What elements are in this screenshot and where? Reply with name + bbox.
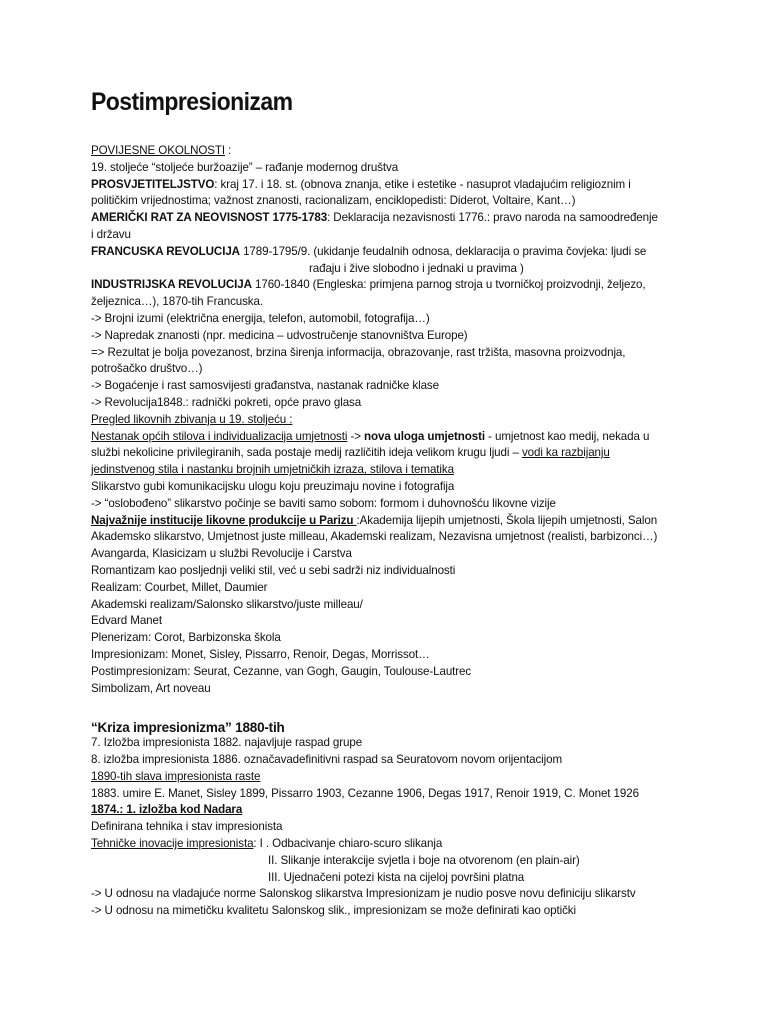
text-line: -> Revolucija1848.: radnički pokreti, opće pravo glasa xyxy=(91,395,362,409)
text-line: jedinstvenog stila i nastanku brojnih umjetničkih izraza, stilova i tematika xyxy=(91,463,454,477)
text-line: potrošačko društvo…) xyxy=(91,362,203,376)
text-line: -> “oslobođeno” slikarstvo počinje se baviti samo sobom: formom i duhovnošću likovne vizije xyxy=(91,496,556,510)
text-line: Plenerizam: Corot, Barbizonska škola xyxy=(91,631,281,645)
text-line-enlightenment: PROSVJETITELJSTVO: kraj 17. i 18. st. (obnova znanja, etike i estetike - nasuprot vladajućim religioznim i xyxy=(91,177,631,191)
text-line: 1883. umire E. Manet, Sisley 1899, Pissarro 1903, Cezanne 1906, Degas 1917, Renoir 1919, C. Monet 1926 xyxy=(91,786,639,800)
text-line: Avangarda, Klasicizam u službi Revolucije i Carstva xyxy=(91,547,352,561)
text-line: -> Bogaćenje i rast samosvijesti građanstva, nastanak radničke klase xyxy=(91,379,439,393)
section-heading-crisis: “Kriza impresionizma” 1880-tih xyxy=(91,720,285,736)
text-line: Definirana tehnika i stav impresionista xyxy=(91,820,283,834)
text-line: -> Brojni izumi (električna energija, telefon, automobil, fotografija…) xyxy=(91,311,430,325)
text-line: Akademski realizam/Salonsko slikarstvo/juste milleau/ xyxy=(91,597,363,611)
document-page xyxy=(91,88,691,920)
text-line: Realizam: Courbet, Millet, Daumier xyxy=(91,580,268,594)
subheading-first-exhibition: 1874.: 1. izložba kod Nadara xyxy=(91,803,243,817)
section-heading-historical: POVIJESNE OKOLNOSTI : xyxy=(91,144,232,157)
text-line: političkim vrijednostima; važnost znanosti, racionalizam, enciklopedisti: Diderot, Voltaire, Kant…) xyxy=(91,194,576,208)
section-gap xyxy=(91,697,691,720)
text-line: željeznica…), 1870-tih Francuska. xyxy=(91,295,263,309)
text-line-institutions: Najvažnije institucije likovne produkcije u Parizu :Akademija lijepih umjetnosti, Škola lijepih umjetnosti, Salon xyxy=(91,513,658,527)
text-line: => Rezultat je bolja povezanost, brzina širenja informacija, obrazovanje, rast tržišta, masovna proizvodnja, xyxy=(91,345,626,359)
text-line-french-revolution: FRANCUSKA REVOLUCIJA 1789-1795/9. (ukidanje feudalnih odnosa, deklaracija o pravima čovjeka: ljudi se xyxy=(91,244,647,258)
text-line: Impresionizam: Monet, Sisley, Pissarro, Renoir, Degas, Morrissot… xyxy=(91,647,430,661)
text-line: -> U odnosu na mimetičku kvalitetu Salonskog slik., impresionizam se može definirati kao optički xyxy=(91,904,576,918)
text-line: Akademsko slikarstvo, Umjetnost juste milleau, Akademski realizam, Nezavisna umjetnost (realisti, barbizonci…) xyxy=(91,530,658,544)
text-line: Romantizam kao posljednji veliki stil, već u sebi sadrži niz individualnosti xyxy=(91,563,456,577)
text-line-industrial-revolution: INDUSTRIJSKA REVOLUCIJA 1760-1840 (Engleska: primjena parnog stroja u tvorničkoj proizvodnji, željezo, xyxy=(91,278,646,292)
text-line: Edvard Manet xyxy=(91,614,162,628)
text-line-american-war: AMERIČKI RAT ZA NEOVISNOST 1775-1783: Deklaracija nezavisnosti 1776.: pravo naroda na samoodređenje xyxy=(91,211,658,225)
text-line-new-role: Nestanak općih stilova i individualizacija umjetnosti -> nova uloga umjetnosti - umjetnost kao medij, nekada u xyxy=(91,429,650,443)
text-line: 19. stoljeće “stoljeće buržoazije” – rađanje modernog društva xyxy=(91,160,399,174)
text-line: 7. Izložba impresionista 1882. najavljuje raspad grupe xyxy=(91,736,363,750)
text-line: -> Napredak znanosti (npr. medicina – udvostručenje stanovništva Europe) xyxy=(91,328,468,342)
page-title: Postimpresionizam xyxy=(91,88,293,116)
subheading-overview: Pregled likovnih zbivanja u 19. stoljeću : xyxy=(91,412,293,426)
text-line: III. Ujednačeni potezi kista na cijeloj površini platna xyxy=(268,870,525,884)
text-line: 1890-tih slava impresionista raste xyxy=(91,769,261,783)
text-line: rađaju i žive slobodno i jednaki u pravima ) xyxy=(309,261,524,275)
text-line: službi nekolicine privilegiranih, sada postaje medij različitih ideja velikom krugu ljudi – vodi ka razbijanju xyxy=(91,446,610,460)
text-line: Postimpresionizam: Seurat, Cezanne, van Gogh, Gaugin, Toulouse-Lautrec xyxy=(91,664,472,678)
text-line-tech-innovations: Tehničke inovacije impresionista: I . Odbacivanje chiaro-scuro slikanja xyxy=(91,837,443,851)
text-line: Slikarstvo gubi komunikacijsku ulogu koju preuzimaju novine i fotografija xyxy=(91,479,455,493)
text-line: II. Slikanje interakcije svjetla i boje na otvorenom (en plain-air) xyxy=(268,853,580,867)
text-line: 8. izložba impresionista 1886. označavadefinitivni raspad sa Seuratovom novom orijentacijom xyxy=(91,753,563,767)
text-line: Simbolizam, Art noveau xyxy=(91,681,211,695)
text-line: -> U odnosu na vladajuće norme Salonskog slikarstva Impresionizam je nudio posve novu definiciju slikarstv xyxy=(91,887,636,901)
text-line: i državu xyxy=(91,227,131,241)
